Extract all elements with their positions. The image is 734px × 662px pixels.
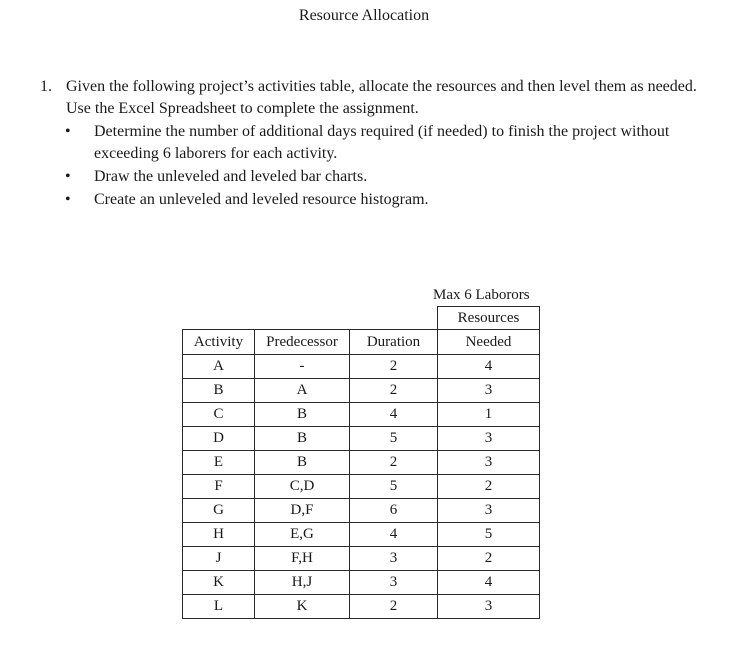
cell-predecessor: H,J xyxy=(255,571,350,595)
needed-header: Needed xyxy=(438,330,540,355)
table-row xyxy=(183,475,540,499)
bullet-symbol: • xyxy=(65,168,71,185)
header-row-1 xyxy=(183,307,540,330)
cell-duration: 3 xyxy=(350,571,438,595)
cell-activity: F xyxy=(183,475,255,499)
table-row xyxy=(183,571,540,595)
bullet-symbol: • xyxy=(65,123,71,140)
cell-activity: B xyxy=(183,379,255,403)
cell-activity: E xyxy=(183,451,255,475)
table-row xyxy=(183,547,540,571)
cell-duration: 4 xyxy=(350,403,438,427)
activities-table xyxy=(182,306,540,619)
cell-duration: 5 xyxy=(350,427,438,451)
table-row xyxy=(183,499,540,523)
cell-resources: 4 xyxy=(438,355,540,379)
cell-predecessor: - xyxy=(255,355,350,379)
cell-resources: 3 xyxy=(438,595,540,619)
page-title: Resource Allocation xyxy=(298,7,430,24)
cell-predecessor: A xyxy=(255,379,350,403)
resources-header: Resources xyxy=(438,307,540,330)
table-row xyxy=(183,379,540,403)
cell-duration: 5 xyxy=(350,475,438,499)
question xyxy=(40,76,720,120)
cell-activity: D xyxy=(183,427,255,451)
cell-duration: 2 xyxy=(350,451,438,475)
table-row xyxy=(183,451,540,475)
cell-predecessor: B xyxy=(255,451,350,475)
activity-header: Activity xyxy=(183,330,255,355)
table-row xyxy=(183,427,540,451)
table-row xyxy=(183,523,540,547)
cell-resources: 2 xyxy=(438,475,540,499)
cell-duration: 2 xyxy=(350,355,438,379)
bullet-text: Determine the number of additional days required (if needed) to finish the project without exceeding 6 laborers for each activity. xyxy=(94,123,670,162)
cell-predecessor: D,F xyxy=(255,499,350,523)
bullet-list xyxy=(64,121,704,212)
cell-duration: 6 xyxy=(350,499,438,523)
cell-duration: 4 xyxy=(350,523,438,547)
cell-resources: 1 xyxy=(438,403,540,427)
cell-resources: 3 xyxy=(438,499,540,523)
predecessor-header: Predecessor xyxy=(255,330,350,355)
cell-activity: A xyxy=(183,355,255,379)
header-row-2 xyxy=(183,330,540,355)
cell-resources: 4 xyxy=(438,571,540,595)
bullet-text: Draw the unleveled and leveled bar charts. xyxy=(94,168,368,185)
cell-activity: G xyxy=(183,499,255,523)
max-laborers-label: Max 6 Laborors xyxy=(433,287,530,303)
cell-activity: C xyxy=(183,403,255,427)
cell-resources: 3 xyxy=(438,427,540,451)
cell-duration: 2 xyxy=(350,595,438,619)
cell-resources: 5 xyxy=(438,523,540,547)
cell-duration: 3 xyxy=(350,547,438,571)
table-row xyxy=(183,403,540,427)
cell-activity: H xyxy=(183,523,255,547)
cell-resources: 3 xyxy=(438,451,540,475)
cell-resources: 2 xyxy=(438,547,540,571)
cell-duration: 2 xyxy=(350,379,438,403)
cell-predecessor: B xyxy=(255,403,350,427)
question-number: 1. xyxy=(40,78,52,95)
question-text: Given the following project’s activities table, allocate the resources and then level them as needed. Use the Excel Spreadsheet to complete the assignment. xyxy=(66,78,697,117)
bullet-symbol: • xyxy=(65,191,71,208)
table-row xyxy=(183,595,540,619)
bullet-text: Create an unleveled and leveled resource histogram. xyxy=(94,191,429,208)
bullet-item xyxy=(64,189,704,211)
bullet-item xyxy=(64,121,704,165)
cell-activity: K xyxy=(183,571,255,595)
cell-predecessor: B xyxy=(255,427,350,451)
cell-predecessor: E,G xyxy=(255,523,350,547)
table-row xyxy=(183,355,540,379)
cell-activity: L xyxy=(183,595,255,619)
duration-header: Duration xyxy=(350,330,438,355)
cell-predecessor: K xyxy=(255,595,350,619)
cell-predecessor: F,H xyxy=(255,547,350,571)
cell-activity: J xyxy=(183,547,255,571)
bullet-item xyxy=(64,166,704,188)
cell-predecessor: C,D xyxy=(255,475,350,499)
cell-resources: 3 xyxy=(438,379,540,403)
